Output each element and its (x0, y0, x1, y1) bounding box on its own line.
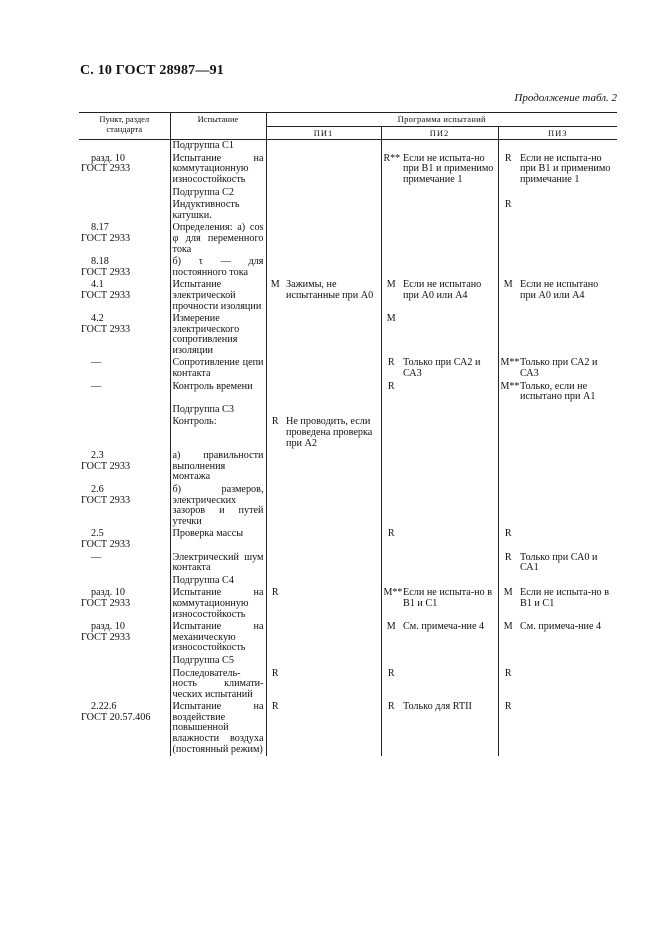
row-reference (79, 668, 170, 702)
pi2-note (401, 655, 498, 668)
table-row (79, 140, 617, 153)
continuation-label: Продолжение табл. 2 (514, 92, 617, 104)
pi1-note (284, 552, 381, 575)
pi1-mark (266, 153, 284, 187)
pi1-note (284, 404, 381, 417)
test-name: Электрический шум контакта (170, 552, 266, 575)
table-row (79, 313, 617, 357)
pi1-note (284, 587, 381, 621)
pi1-mark: R (271, 667, 279, 679)
pi1-mark (266, 450, 284, 484)
col-header-programma: Программа испытаний (266, 113, 617, 127)
pi2-note (401, 187, 498, 200)
pi1-note (284, 528, 381, 551)
pi1-note (284, 381, 381, 404)
test-name: Последователь-ность климати-ческих испытаний (170, 668, 266, 702)
table-row (79, 528, 617, 551)
pi3-mark (498, 313, 518, 357)
row-reference (79, 552, 170, 575)
row-reference (79, 140, 170, 153)
table-row (79, 587, 617, 621)
subgroup-title: Подгруппа С1 (170, 140, 266, 153)
pi1-mark (266, 404, 284, 417)
row-reference (79, 416, 170, 450)
pi2-note (401, 575, 498, 588)
pi3-note (518, 575, 617, 588)
pi3-note (518, 701, 617, 756)
row-reference (79, 701, 170, 756)
test-name: Измерение электрического сопротивления изоляции (170, 313, 266, 357)
reference-section: разд. 10 (91, 152, 125, 164)
row-reference (79, 357, 170, 380)
pi3-mark (498, 575, 518, 588)
pi3-mark: R (504, 152, 512, 164)
pi3-note (518, 484, 617, 528)
reference-section: 4.2 (91, 313, 104, 325)
pi2-note (401, 256, 498, 279)
pi1-note (284, 140, 381, 153)
reference-standard: ГОСТ 2933 (81, 538, 131, 550)
pi1-note (284, 575, 381, 588)
pi2-mark (381, 575, 401, 588)
pi2-note (401, 381, 498, 404)
table-row (79, 199, 617, 222)
pi3-note: Если не испытано при А0 или А4 (520, 279, 599, 301)
pi3-mark (498, 450, 518, 484)
pi2-note: Если не испыта-но в В1 и С1 (401, 587, 498, 621)
reference-section: 8.17 (91, 222, 109, 234)
test-name: а) правильности выполнения монтажа (170, 450, 266, 484)
reference-standard: ГОСТ 2933 (81, 631, 131, 643)
pi1-note (284, 313, 381, 357)
pi2-note (401, 199, 498, 222)
row-reference (79, 222, 170, 256)
pi3-mark: M (503, 279, 513, 291)
pi2-note: См. примеча-ние 4 (401, 621, 498, 655)
test-name: Сопротивление цепи контакта (170, 357, 266, 380)
pi2-note: Только при СА2 и СА3 (401, 357, 498, 380)
pi2-note (401, 416, 498, 450)
reference-section: разд. 10 (91, 621, 125, 633)
page-header: С. 10 ГОСТ 28987—91 (80, 63, 224, 78)
table-row (79, 621, 617, 655)
pi1-mark: M (270, 279, 280, 291)
pi3-note (518, 140, 617, 153)
pi3-note (518, 256, 617, 279)
row-reference (79, 199, 170, 222)
reference-section: — (91, 380, 102, 392)
reference-section: 8.18 (91, 256, 109, 268)
pi3-note (518, 313, 617, 357)
pi3-mark: R (504, 701, 512, 713)
reference-standard: ГОСТ 2933 (81, 163, 131, 175)
pi3-note (518, 450, 617, 484)
pi3-mark (498, 655, 518, 668)
pi3-note: Если не испыта-но в В1 и С1 (520, 587, 610, 609)
pi2-mark: R (387, 357, 395, 369)
pi2-mark (381, 552, 401, 575)
pi3-mark: R (504, 551, 512, 563)
reference-standard: ГОСТ 2933 (81, 494, 131, 506)
pi1-note (284, 450, 381, 484)
row-reference (79, 313, 170, 357)
reference-section: — (91, 551, 102, 563)
pi3-note: Если не испыта-но при В1 и применимо примечание 1 (520, 152, 611, 185)
pi3-mark (498, 222, 518, 256)
pi2-mark (381, 404, 401, 417)
pi1-mark (266, 484, 284, 528)
pi1-mark (266, 187, 284, 200)
pi3-note: Только при СА0 и СА1 (520, 551, 598, 574)
pi2-mark: R** (383, 152, 401, 164)
pi2-mark: R (387, 528, 395, 540)
table-row (79, 655, 617, 668)
pi1-note (284, 222, 381, 256)
pi3-note: Только, если не испытано при А1 (520, 380, 596, 403)
test-name: б) размеров, электрических зазоров и путей утечки (170, 484, 266, 528)
pi2-note (401, 313, 498, 357)
pi1-note (284, 256, 381, 279)
pi1-mark: R (271, 587, 279, 599)
test-name: Контроль времени (170, 381, 266, 404)
pi3-note: См. примеча-ние 4 (520, 621, 602, 633)
table-row (79, 279, 617, 313)
reference-section: 2.6 (91, 484, 104, 495)
subgroup-title: Контроль: (170, 416, 266, 450)
pi3-mark: M** (500, 380, 520, 392)
subgroup-title: Подгруппа С3 (170, 404, 266, 417)
pi3-note (518, 655, 617, 668)
pi2-note (401, 450, 498, 484)
pi1-note (284, 484, 381, 528)
reference-section: разд. 10 (91, 587, 125, 599)
row-reference (79, 187, 170, 200)
test-name: Испытание на механическую износостойкость (170, 621, 266, 655)
col-header-punkt: Пункт, раздел стандарта (79, 113, 170, 140)
pi2-note (401, 668, 498, 702)
pi1-mark (266, 655, 284, 668)
pi1-mark (266, 140, 284, 153)
pi3-note (518, 528, 617, 551)
test-name: Испытание электрической прочности изоляции (170, 279, 266, 313)
reference-standard: ГОСТ 2933 (81, 597, 131, 609)
pi1-mark: R (271, 416, 279, 428)
table-row (79, 187, 617, 200)
table-row (79, 450, 617, 484)
pi2-note (401, 404, 498, 417)
table-row (79, 484, 617, 528)
pi3-mark (498, 256, 518, 279)
pi2-mark: R (387, 667, 395, 679)
test-name: б) τ — для постоянного тока (170, 256, 266, 279)
pi2-note: Только для RTII (401, 701, 498, 756)
pi1-mark (266, 621, 284, 655)
test-name: Испытание на воздействие повышенной влажности воздуха (постоянный режим) (170, 701, 266, 756)
pi1-mark (266, 222, 284, 256)
row-reference (79, 279, 170, 313)
test-name: Испытание на коммутационную износостойкость (170, 153, 266, 187)
pi1-mark (266, 357, 284, 380)
col-header-pi1: ПИ1 (266, 126, 381, 140)
table-row (79, 222, 617, 256)
pi3-mark (498, 187, 518, 200)
pi1-note: Зажимы, не испытанные при А0 (284, 279, 381, 313)
pi2-mark: M (386, 621, 396, 633)
test-name: Проверка массы (170, 528, 266, 551)
pi1-note (284, 199, 381, 222)
pi3-note (518, 222, 617, 256)
reference-standard: ГОСТ 2933 (81, 266, 131, 278)
pi1-note (284, 668, 381, 702)
pi2-mark (381, 187, 401, 200)
pi3-mark: M (503, 621, 513, 633)
table-row (79, 552, 617, 575)
table-row (79, 381, 617, 404)
subgroup-title: Подгруппа С4 (170, 575, 266, 588)
pi3-mark (498, 140, 518, 153)
pi3-mark: R (504, 199, 512, 211)
test-name: Индуктивность катушки. (170, 199, 266, 222)
table-row (79, 668, 617, 702)
pi2-mark (381, 199, 401, 222)
pi2-mark: M** (383, 587, 403, 599)
table-row (79, 575, 617, 588)
pi2-mark (381, 655, 401, 668)
test-name: Определения: а) cos φ для переменного тока (170, 222, 266, 256)
pi2-mark (381, 256, 401, 279)
pi1-mark (266, 575, 284, 588)
row-reference (79, 484, 170, 528)
pi3-note (518, 404, 617, 417)
pi2-note (401, 528, 498, 551)
pi2-note: Если не испыта-но при В1 и применимо примечание 1 (401, 153, 498, 187)
pi2-mark (381, 450, 401, 484)
pi3-mark: R (504, 667, 512, 679)
pi1-note (284, 621, 381, 655)
reference-section: — (91, 357, 102, 369)
pi3-mark (498, 484, 518, 528)
pi3-mark: M (503, 587, 513, 599)
pi1-mark: R (271, 701, 279, 713)
test-program-table (79, 112, 617, 756)
row-reference (79, 404, 170, 417)
table-row (79, 256, 617, 279)
reference-section: 4.1 (91, 279, 104, 291)
row-reference (79, 256, 170, 279)
col-header-pi3: ПИ3 (498, 126, 617, 140)
reference-standard: ГОСТ 2933 (81, 232, 131, 244)
pi2-note (401, 484, 498, 528)
pi1-mark (266, 313, 284, 357)
reference-standard: ГОСТ 20.57.406 (81, 711, 151, 723)
pi1-note (284, 357, 381, 380)
pi1-mark (266, 199, 284, 222)
table-row (79, 357, 617, 380)
pi2-mark (381, 416, 401, 450)
pi2-note (401, 222, 498, 256)
pi1-note (284, 187, 381, 200)
row-reference (79, 153, 170, 187)
pi3-note (518, 668, 617, 702)
table-row (79, 416, 617, 450)
pi3-note: Только при СА2 и СА3 (520, 357, 598, 380)
pi3-note (518, 199, 617, 222)
pi3-note (518, 416, 617, 450)
pi3-note (518, 187, 617, 200)
pi2-mark (381, 484, 401, 528)
pi1-mark (266, 552, 284, 575)
pi1-mark (266, 528, 284, 551)
pi1-note: Не проводить, если проведена проверка при А2 (284, 416, 381, 450)
pi2-mark (381, 140, 401, 153)
reference-standard: ГОСТ 2933 (81, 323, 131, 335)
pi2-note: Если не испытано при А0 или А4 (401, 279, 498, 313)
pi2-note (401, 140, 498, 153)
row-reference (79, 621, 170, 655)
row-reference (79, 587, 170, 621)
reference-section: 2.5 (91, 528, 104, 540)
reference-standard: ГОСТ 2933 (81, 460, 131, 472)
pi2-mark: M (386, 279, 396, 291)
pi2-mark: R (387, 380, 395, 392)
reference-standard: ГОСТ 2933 (81, 289, 131, 301)
row-reference (79, 575, 170, 588)
pi2-mark: R (387, 701, 395, 713)
pi2-note (401, 552, 498, 575)
row-reference (79, 528, 170, 551)
reference-section: 2.22.6 (91, 701, 117, 713)
pi1-note (284, 701, 381, 756)
pi3-mark (498, 416, 518, 450)
reference-section: 2.3 (91, 450, 104, 462)
pi3-mark (498, 404, 518, 417)
pi2-mark (381, 222, 401, 256)
table-row (79, 701, 617, 756)
row-reference (79, 381, 170, 404)
pi1-mark (266, 256, 284, 279)
col-header-pi2: ПИ2 (381, 126, 498, 140)
row-reference (79, 655, 170, 668)
subgroup-title: Подгруппа С5 (170, 655, 266, 668)
pi2-mark: M (386, 313, 396, 325)
row-reference (79, 450, 170, 484)
col-header-ispytanie: Испытание (170, 113, 266, 140)
pi1-note (284, 655, 381, 668)
test-name: Испытание на коммутационную износостойкость (170, 587, 266, 621)
table-row (79, 153, 617, 187)
pi3-mark: R (504, 528, 512, 540)
subgroup-title: Подгруппа С2 (170, 187, 266, 200)
table-body (79, 140, 617, 757)
pi1-mark (266, 381, 284, 404)
pi1-note (284, 153, 381, 187)
table-row (79, 404, 617, 417)
pi3-mark: M** (500, 357, 520, 369)
